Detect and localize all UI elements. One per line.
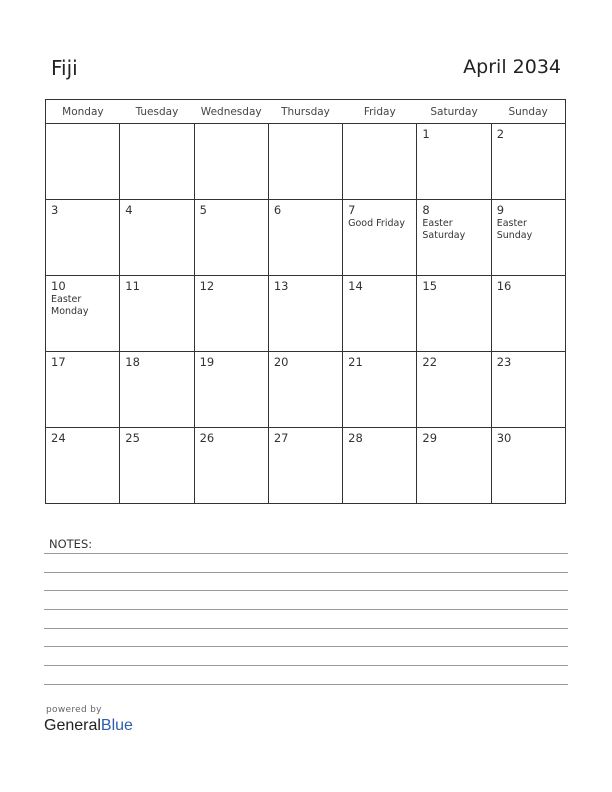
day-cell	[120, 352, 194, 428]
weekday-header: Monday	[46, 100, 120, 124]
day-cell	[46, 428, 120, 504]
week-row	[46, 124, 566, 200]
weekday-header: Wednesday	[194, 100, 268, 124]
note-line	[44, 628, 568, 629]
day-number: 29	[422, 431, 438, 445]
day-number: 28	[348, 431, 363, 445]
day-cell	[194, 428, 268, 504]
day-cell	[194, 352, 268, 428]
weekday-header: Tuesday	[120, 100, 194, 124]
holiday-label: Easter Monday	[51, 294, 89, 317]
week-row	[46, 276, 566, 352]
day-number: 15	[422, 279, 438, 293]
day-cell	[417, 428, 491, 504]
day-cell	[491, 124, 565, 200]
day-cell	[268, 124, 342, 200]
day-number: 1	[422, 127, 430, 141]
day-cell	[194, 124, 268, 200]
weekday-header: Thursday	[268, 100, 342, 124]
day-number: 8	[422, 203, 430, 217]
note-line	[44, 590, 568, 591]
day-cell	[46, 200, 120, 276]
day-number: 11	[125, 279, 140, 293]
day-cell	[417, 276, 491, 352]
month-year-title: April 2034	[463, 56, 561, 78]
day-number: 16	[496, 279, 512, 293]
day-cell	[194, 276, 268, 352]
notes-label: NOTES:	[49, 537, 93, 551]
powered-by-text: powered by	[46, 705, 102, 715]
day-cell	[268, 276, 342, 352]
day-cell	[120, 428, 194, 504]
day-number: 30	[496, 431, 512, 445]
day-cell	[46, 352, 120, 428]
generalblue-logo[interactable]	[44, 717, 133, 735]
day-cell	[120, 200, 194, 276]
day-cell	[343, 428, 417, 504]
logo-blue-text: Blue	[100, 717, 133, 734]
day-number: 26	[199, 431, 215, 445]
day-number: 5	[199, 203, 207, 217]
country-title: Fiji	[51, 56, 78, 80]
day-cell	[491, 200, 565, 276]
day-cell	[268, 200, 342, 276]
note-line	[44, 684, 568, 685]
note-line	[44, 572, 568, 573]
day-number: 6	[273, 203, 282, 217]
holiday-label: Good Friday	[348, 218, 405, 229]
day-cell	[268, 352, 342, 428]
day-cell	[343, 200, 417, 276]
weekday-header: Friday	[343, 100, 417, 124]
day-cell	[46, 124, 120, 200]
day-cell	[491, 428, 565, 504]
day-number: 2	[496, 127, 505, 141]
day-number: 24	[51, 431, 66, 445]
week-row	[46, 428, 566, 504]
holiday-label: Easter Sunday	[496, 218, 533, 241]
day-number: 27	[273, 431, 289, 445]
day-number: 18	[125, 355, 140, 369]
day-cell	[343, 124, 417, 200]
day-cell	[417, 200, 491, 276]
weekday-header-row	[46, 100, 566, 124]
day-number: 7	[348, 203, 356, 217]
holiday-label: Easter Saturday	[422, 218, 466, 241]
note-line	[44, 609, 568, 610]
day-number: 25	[125, 431, 140, 445]
day-cell	[417, 124, 491, 200]
note-line	[44, 665, 568, 666]
calendar-grid	[45, 99, 566, 504]
day-number: 3	[51, 203, 59, 217]
week-row	[46, 200, 566, 276]
day-cell	[120, 124, 194, 200]
day-number: 12	[199, 279, 215, 293]
day-number: 4	[125, 203, 133, 217]
day-number: 13	[273, 279, 289, 293]
weekday-header: Sunday	[491, 100, 565, 124]
day-number: 9	[496, 203, 505, 217]
day-cell	[268, 428, 342, 504]
day-number: 21	[348, 355, 363, 369]
weekday-header: Saturday	[417, 100, 491, 124]
day-number: 19	[199, 355, 215, 369]
day-cell	[491, 352, 565, 428]
day-cell	[343, 276, 417, 352]
note-line	[44, 553, 568, 554]
day-cell	[343, 352, 417, 428]
day-cell	[417, 352, 491, 428]
logo-general-text: General	[44, 717, 101, 734]
day-number: 17	[51, 355, 66, 369]
note-line	[44, 646, 568, 647]
day-number: 20	[273, 355, 289, 369]
week-row	[46, 352, 566, 428]
day-cell	[194, 200, 268, 276]
day-number: 14	[348, 279, 363, 293]
day-cell	[46, 276, 120, 352]
day-cell	[120, 276, 194, 352]
day-number: 10	[51, 279, 66, 293]
day-number: 23	[496, 355, 512, 369]
day-cell	[491, 276, 565, 352]
day-number: 22	[422, 355, 438, 369]
